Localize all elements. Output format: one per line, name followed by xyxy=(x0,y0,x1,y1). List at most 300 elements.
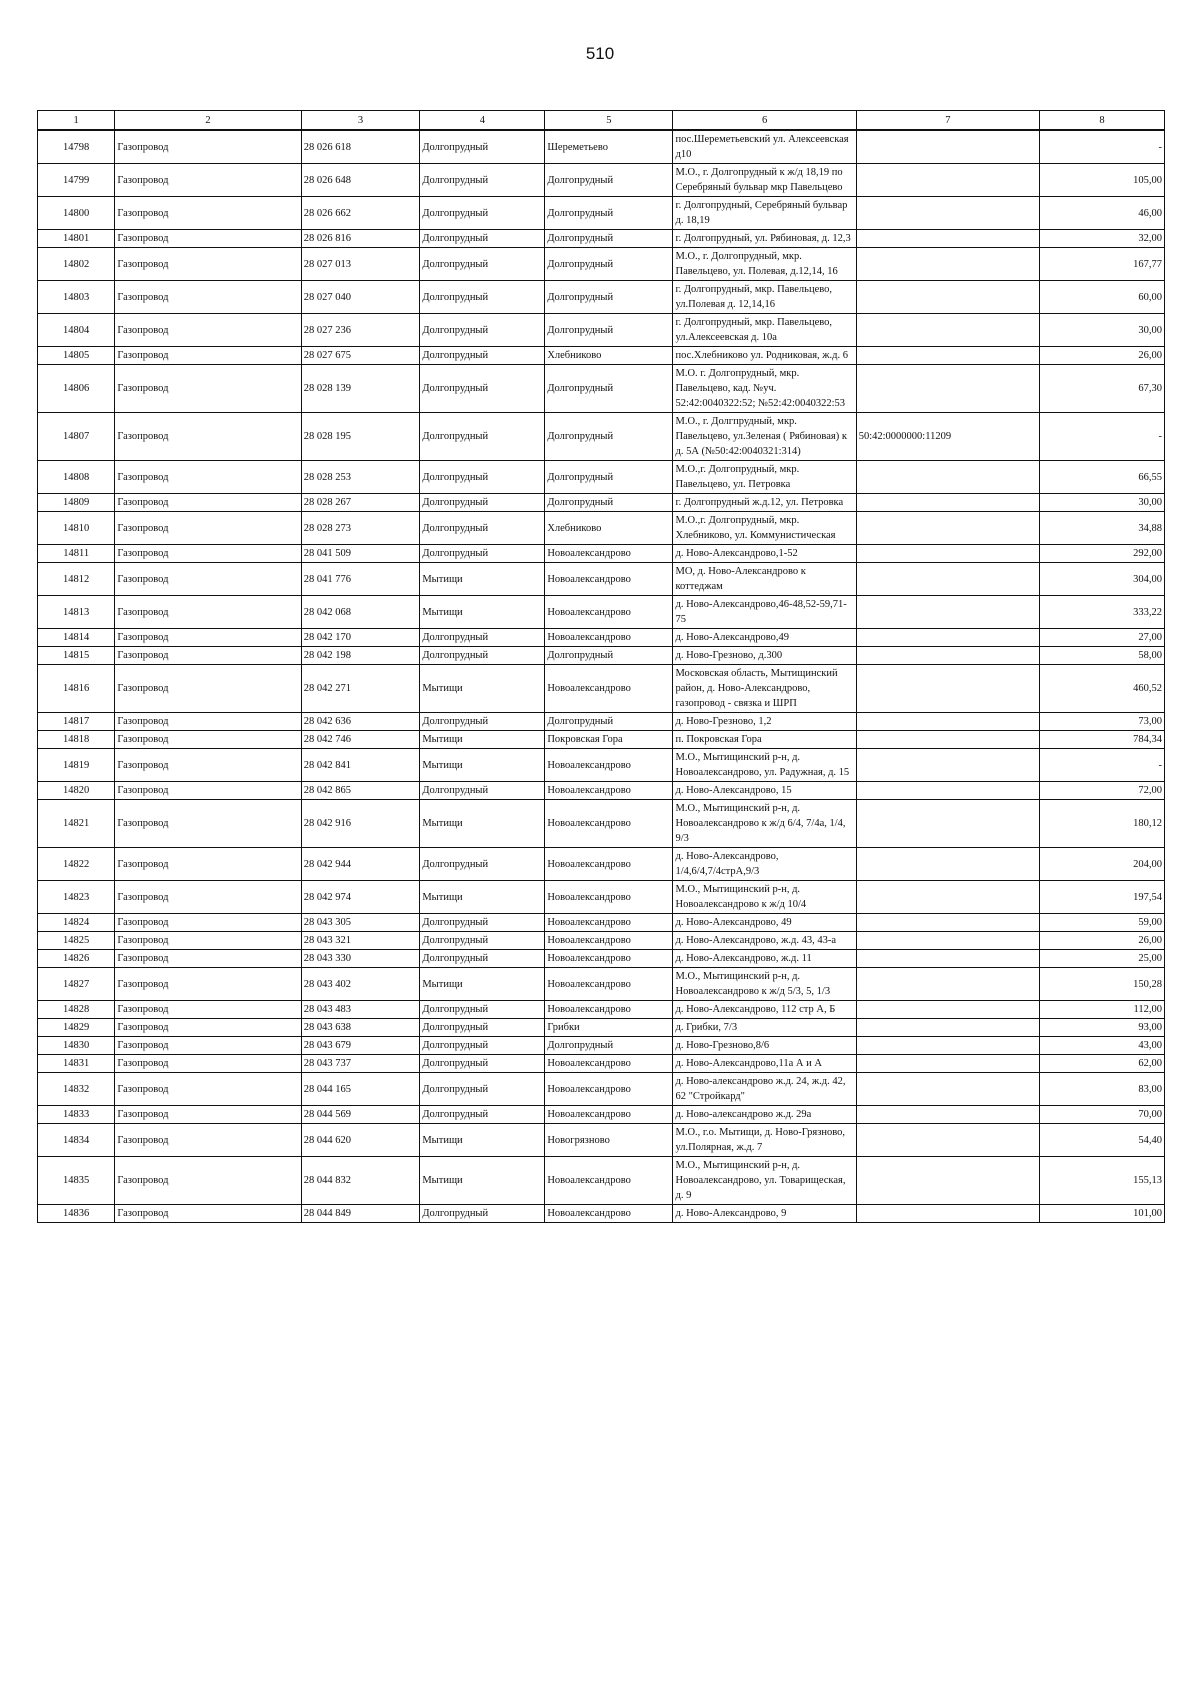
cell-length: 197,54 xyxy=(1039,881,1164,914)
cell-district: Долгопрудный xyxy=(420,914,545,932)
cell-settlement: Долгопрудный xyxy=(545,1037,673,1055)
cell-length: 67,30 xyxy=(1039,365,1164,413)
cell-settlement: Новоалександрово xyxy=(545,1157,673,1205)
cell-inventory-number: 28 026 816 xyxy=(301,230,420,248)
cell-address: д. Ново-Грезново, 1,2 xyxy=(673,713,856,731)
cell-settlement: Новоалександрово xyxy=(545,1055,673,1073)
cell-district: Долгопрудный xyxy=(420,713,545,731)
cell-cadastral-number xyxy=(856,1124,1039,1157)
cell-inventory-number: 28 026 618 xyxy=(301,130,420,164)
cell-record-number: 14818 xyxy=(38,731,115,749)
cell-object-type: Газопровод xyxy=(115,647,301,665)
cell-cadastral-number xyxy=(856,281,1039,314)
column-header-1: 1 xyxy=(38,111,115,131)
cell-settlement: Долгопрудный xyxy=(545,164,673,197)
column-header-4: 4 xyxy=(420,111,545,131)
cell-settlement: Новоалександрово xyxy=(545,950,673,968)
cell-district: Долгопрудный xyxy=(420,950,545,968)
cell-settlement: Новоалександрово xyxy=(545,1205,673,1223)
table-row xyxy=(38,164,1165,197)
cell-record-number: 14824 xyxy=(38,914,115,932)
cell-district: Мытищи xyxy=(420,749,545,782)
cell-address: М.О., Мытищинский р-н, д. Новоалександрово к ж/д 10/4 xyxy=(673,881,856,914)
cell-length: 62,00 xyxy=(1039,1055,1164,1073)
cell-settlement: Новоалександрово xyxy=(545,932,673,950)
cell-cadastral-number xyxy=(856,563,1039,596)
table-header xyxy=(38,111,1165,131)
cell-object-type: Газопровод xyxy=(115,494,301,512)
cell-record-number: 14806 xyxy=(38,365,115,413)
cell-length: 54,40 xyxy=(1039,1124,1164,1157)
cell-address: д. Ново-Александрово, 1/4,6/4,7/4стрА,9/3 xyxy=(673,848,856,881)
cell-district: Долгопрудный xyxy=(420,461,545,494)
cell-record-number: 14821 xyxy=(38,800,115,848)
cell-object-type: Газопровод xyxy=(115,848,301,881)
cell-inventory-number: 28 042 916 xyxy=(301,800,420,848)
cell-record-number: 14801 xyxy=(38,230,115,248)
cell-object-type: Газопровод xyxy=(115,413,301,461)
column-header-5: 5 xyxy=(545,111,673,131)
cell-settlement: Новоалександрово xyxy=(545,1001,673,1019)
cell-length: 43,00 xyxy=(1039,1037,1164,1055)
cell-cadastral-number xyxy=(856,914,1039,932)
cell-district: Долгопрудный xyxy=(420,130,545,164)
cell-object-type: Газопровод xyxy=(115,629,301,647)
column-header-8: 8 xyxy=(1039,111,1164,131)
cell-district: Долгопрудный xyxy=(420,314,545,347)
cell-address: М.О., г.о. Мытищи, д. Ново-Грязново, ул.Полярная, ж.д. 7 xyxy=(673,1124,856,1157)
cell-settlement: Новоалександрово xyxy=(545,968,673,1001)
cell-cadastral-number xyxy=(856,130,1039,164)
cell-record-number: 14802 xyxy=(38,248,115,281)
cell-settlement: Новоалександрово xyxy=(545,563,673,596)
cell-length: 167,77 xyxy=(1039,248,1164,281)
cell-settlement: Покровская Гора xyxy=(545,731,673,749)
cell-settlement: Новоалександрово xyxy=(545,848,673,881)
cell-settlement: Новоалександрово xyxy=(545,881,673,914)
cell-cadastral-number xyxy=(856,932,1039,950)
cell-settlement: Новоалександрово xyxy=(545,596,673,629)
cell-inventory-number: 28 027 013 xyxy=(301,248,420,281)
cell-length: 150,28 xyxy=(1039,968,1164,1001)
table-row xyxy=(38,881,1165,914)
table-row xyxy=(38,665,1165,713)
cell-inventory-number: 28 027 236 xyxy=(301,314,420,347)
table-row xyxy=(38,1001,1165,1019)
cell-object-type: Газопровод xyxy=(115,130,301,164)
table-row xyxy=(38,800,1165,848)
cell-length: 59,00 xyxy=(1039,914,1164,932)
cell-district: Мытищи xyxy=(420,1157,545,1205)
cell-length: 460,52 xyxy=(1039,665,1164,713)
page-number: 510 xyxy=(585,44,615,63)
cell-record-number: 14831 xyxy=(38,1055,115,1073)
cell-cadastral-number xyxy=(856,1073,1039,1106)
cell-length: 30,00 xyxy=(1039,314,1164,347)
cell-settlement: Долгопрудный xyxy=(545,494,673,512)
table-row xyxy=(38,130,1165,164)
cell-district: Долгопрудный xyxy=(420,512,545,545)
cell-cadastral-number xyxy=(856,512,1039,545)
cell-inventory-number: 28 043 330 xyxy=(301,950,420,968)
cell-object-type: Газопровод xyxy=(115,1205,301,1223)
cell-district: Долгопрудный xyxy=(420,281,545,314)
cell-inventory-number: 28 043 737 xyxy=(301,1055,420,1073)
cell-record-number: 14812 xyxy=(38,563,115,596)
cell-address: г. Долгопрудный, Серебряный бульвар д. 18,19 xyxy=(673,197,856,230)
table-row xyxy=(38,563,1165,596)
cell-object-type: Газопровод xyxy=(115,563,301,596)
cell-inventory-number: 28 044 620 xyxy=(301,1124,420,1157)
cell-object-type: Газопровод xyxy=(115,665,301,713)
cell-length: - xyxy=(1039,413,1164,461)
cell-object-type: Газопровод xyxy=(115,545,301,563)
cell-cadastral-number xyxy=(856,314,1039,347)
cell-record-number: 14830 xyxy=(38,1037,115,1055)
cell-settlement: Долгопрудный xyxy=(545,197,673,230)
cell-district: Долгопрудный xyxy=(420,1205,545,1223)
cell-cadastral-number xyxy=(856,968,1039,1001)
table-row xyxy=(38,1055,1165,1073)
cell-length: 26,00 xyxy=(1039,347,1164,365)
cell-record-number: 14833 xyxy=(38,1106,115,1124)
cell-record-number: 14808 xyxy=(38,461,115,494)
cell-length: 73,00 xyxy=(1039,713,1164,731)
cell-address: г. Долгопрудный, мкр. Павельцево, ул.Алексеевская д. 10а xyxy=(673,314,856,347)
cell-object-type: Газопровод xyxy=(115,281,301,314)
cell-inventory-number: 28 041 509 xyxy=(301,545,420,563)
cell-cadastral-number xyxy=(856,461,1039,494)
cell-length: 105,00 xyxy=(1039,164,1164,197)
cell-settlement: Шереметьево xyxy=(545,130,673,164)
cell-length: 60,00 xyxy=(1039,281,1164,314)
cell-settlement: Долгопрудный xyxy=(545,248,673,281)
cell-address: МО, д. Ново-Александрово к коттеджам xyxy=(673,563,856,596)
cell-object-type: Газопровод xyxy=(115,230,301,248)
table-row xyxy=(38,782,1165,800)
cell-inventory-number: 28 043 483 xyxy=(301,1001,420,1019)
cell-settlement: Хлебниково xyxy=(545,512,673,545)
cell-address: п. Покровская Гора xyxy=(673,731,856,749)
cell-cadastral-number xyxy=(856,197,1039,230)
cell-record-number: 14835 xyxy=(38,1157,115,1205)
cell-district: Долгопрудный xyxy=(420,1055,545,1073)
cell-district: Мытищи xyxy=(420,731,545,749)
cell-address: пос.Хлебниково ул. Родниковая, ж.д. 6 xyxy=(673,347,856,365)
cell-cadastral-number xyxy=(856,749,1039,782)
table-row xyxy=(38,932,1165,950)
cell-district: Долгопрудный xyxy=(420,1106,545,1124)
cell-settlement: Долгопрудный xyxy=(545,461,673,494)
cell-length: 180,12 xyxy=(1039,800,1164,848)
cell-address: М.О., Мытищинский р-н, д. Новоалександрово, ул. Радужная, д. 15 xyxy=(673,749,856,782)
cell-district: Долгопрудный xyxy=(420,1037,545,1055)
cell-record-number: 14811 xyxy=(38,545,115,563)
cell-inventory-number: 28 028 253 xyxy=(301,461,420,494)
cell-object-type: Газопровод xyxy=(115,968,301,1001)
cell-object-type: Газопровод xyxy=(115,932,301,950)
cell-cadastral-number xyxy=(856,1019,1039,1037)
cell-district: Долгопрудный xyxy=(420,1073,545,1106)
cell-settlement: Долгопрудный xyxy=(545,365,673,413)
cell-record-number: 14820 xyxy=(38,782,115,800)
cell-cadastral-number xyxy=(856,881,1039,914)
cell-address: М.О., Мытищинский р-н, д. Новоалександрово к ж/д 5/3, 5, 1/3 xyxy=(673,968,856,1001)
cell-object-type: Газопровод xyxy=(115,782,301,800)
cell-object-type: Газопровод xyxy=(115,512,301,545)
table-row xyxy=(38,848,1165,881)
cell-inventory-number: 28 042 746 xyxy=(301,731,420,749)
cell-inventory-number: 28 042 865 xyxy=(301,782,420,800)
column-header-2: 2 xyxy=(115,111,301,131)
cell-record-number: 14798 xyxy=(38,130,115,164)
cell-address: М.О., г. Долгопрудный к ж/д 18,19 по Серебряный бульвар мкр Павельцево xyxy=(673,164,856,197)
cell-length: 101,00 xyxy=(1039,1205,1164,1223)
cell-cadastral-number xyxy=(856,494,1039,512)
table-row xyxy=(38,230,1165,248)
cell-length: 58,00 xyxy=(1039,647,1164,665)
cell-record-number: 14805 xyxy=(38,347,115,365)
cell-inventory-number: 28 044 832 xyxy=(301,1157,420,1205)
cell-settlement: Хлебниково xyxy=(545,347,673,365)
cell-length: 46,00 xyxy=(1039,197,1164,230)
cell-settlement: Новоалександрово xyxy=(545,545,673,563)
cell-district: Долгопрудный xyxy=(420,197,545,230)
cell-address: д. Ново-Александрово,49 xyxy=(673,629,856,647)
cell-length: 292,00 xyxy=(1039,545,1164,563)
cell-district: Долгопрудный xyxy=(420,629,545,647)
cell-record-number: 14815 xyxy=(38,647,115,665)
cell-address: д. Ново-Александрово, ж.д. 43, 43-а xyxy=(673,932,856,950)
cell-address: д. Ново-александрово ж.д. 29а xyxy=(673,1106,856,1124)
cell-district: Долгопрудный xyxy=(420,1019,545,1037)
cell-settlement: Грибки xyxy=(545,1019,673,1037)
cell-address: д. Грибки, 7/3 xyxy=(673,1019,856,1037)
table-row xyxy=(38,1073,1165,1106)
cell-cadastral-number xyxy=(856,1205,1039,1223)
cell-cadastral-number xyxy=(856,800,1039,848)
cell-settlement: Новоалександрово xyxy=(545,665,673,713)
table-row xyxy=(38,347,1165,365)
cell-record-number: 14832 xyxy=(38,1073,115,1106)
cell-district: Долгопрудный xyxy=(420,848,545,881)
cell-address: г. Долгопрудный, мкр. Павельцево, ул.Полевая д. 12,14,16 xyxy=(673,281,856,314)
cell-object-type: Газопровод xyxy=(115,1157,301,1205)
cell-record-number: 14799 xyxy=(38,164,115,197)
cell-object-type: Газопровод xyxy=(115,881,301,914)
cell-inventory-number: 28 028 139 xyxy=(301,365,420,413)
cell-object-type: Газопровод xyxy=(115,1106,301,1124)
cell-cadastral-number xyxy=(856,647,1039,665)
column-header-6: 6 xyxy=(673,111,856,131)
cell-inventory-number: 28 042 271 xyxy=(301,665,420,713)
cell-cadastral-number xyxy=(856,1106,1039,1124)
table-row xyxy=(38,413,1165,461)
cell-address: д. Ново-Александрово,1-52 xyxy=(673,545,856,563)
table-row xyxy=(38,281,1165,314)
cell-cadastral-number xyxy=(856,1157,1039,1205)
cell-length: 25,00 xyxy=(1039,950,1164,968)
cell-settlement: Долгопрудный xyxy=(545,314,673,347)
cell-object-type: Газопровод xyxy=(115,347,301,365)
cell-length: 204,00 xyxy=(1039,848,1164,881)
cell-record-number: 14823 xyxy=(38,881,115,914)
cell-address: М.О., г. Долгопрудный, мкр. Павельцево, ул. Полевая, д.12,14, 16 xyxy=(673,248,856,281)
cell-record-number: 14809 xyxy=(38,494,115,512)
cell-cadastral-number xyxy=(856,713,1039,731)
cell-length: 72,00 xyxy=(1039,782,1164,800)
cell-record-number: 14803 xyxy=(38,281,115,314)
cell-district: Мытищи xyxy=(420,563,545,596)
cell-address: пос.Шереметьевский ул. Алексеевская д10 xyxy=(673,130,856,164)
cell-cadastral-number xyxy=(856,596,1039,629)
cell-object-type: Газопровод xyxy=(115,1055,301,1073)
cell-settlement: Новоалександрово xyxy=(545,782,673,800)
cell-cadastral-number: 50:42:0000000:11209 xyxy=(856,413,1039,461)
cell-length: 93,00 xyxy=(1039,1019,1164,1037)
table-row xyxy=(38,314,1165,347)
cell-object-type: Газопровод xyxy=(115,1073,301,1106)
cell-object-type: Газопровод xyxy=(115,731,301,749)
cell-address: д. Ново-Александрово, 15 xyxy=(673,782,856,800)
cell-district: Долгопрудный xyxy=(420,1001,545,1019)
cell-cadastral-number xyxy=(856,248,1039,281)
cell-cadastral-number xyxy=(856,731,1039,749)
cell-length: 26,00 xyxy=(1039,932,1164,950)
cell-object-type: Газопровод xyxy=(115,197,301,230)
cell-inventory-number: 28 042 636 xyxy=(301,713,420,731)
cell-length: 784,34 xyxy=(1039,731,1164,749)
cell-cadastral-number xyxy=(856,629,1039,647)
cell-address: д. Ново-Александрово,46-48,52-59,71-75 xyxy=(673,596,856,629)
cell-inventory-number: 28 044 569 xyxy=(301,1106,420,1124)
cell-district: Долгопрудный xyxy=(420,248,545,281)
cell-object-type: Газопровод xyxy=(115,248,301,281)
cell-settlement: Новоалександрово xyxy=(545,1106,673,1124)
header-row xyxy=(38,111,1165,131)
cell-settlement: Новоалександрово xyxy=(545,629,673,647)
cell-inventory-number: 28 028 267 xyxy=(301,494,420,512)
cell-inventory-number: 28 042 198 xyxy=(301,647,420,665)
cell-length: - xyxy=(1039,749,1164,782)
table-row xyxy=(38,545,1165,563)
cell-district: Долгопрудный xyxy=(420,494,545,512)
cell-length: 66,55 xyxy=(1039,461,1164,494)
cell-address: М.О., Мытищинский р-н, д. Новоалександрово, ул. Товарищеская, д. 9 xyxy=(673,1157,856,1205)
cell-inventory-number: 28 042 974 xyxy=(301,881,420,914)
cell-record-number: 14834 xyxy=(38,1124,115,1157)
cell-cadastral-number xyxy=(856,365,1039,413)
table-row xyxy=(38,197,1165,230)
cell-length: 333,22 xyxy=(1039,596,1164,629)
column-header-3: 3 xyxy=(301,111,420,131)
cell-length: 32,00 xyxy=(1039,230,1164,248)
table-row xyxy=(38,512,1165,545)
cell-cadastral-number xyxy=(856,1055,1039,1073)
table-row xyxy=(38,731,1165,749)
table-row xyxy=(38,749,1165,782)
cell-inventory-number: 28 042 170 xyxy=(301,629,420,647)
cell-object-type: Газопровод xyxy=(115,1124,301,1157)
cell-address: д. Ново-Александрово, ж.д. 11 xyxy=(673,950,856,968)
cell-district: Долгопрудный xyxy=(420,413,545,461)
cell-record-number: 14813 xyxy=(38,596,115,629)
cell-length: 27,00 xyxy=(1039,629,1164,647)
cell-district: Мытищи xyxy=(420,881,545,914)
cell-district: Долгопрудный xyxy=(420,164,545,197)
table-row xyxy=(38,629,1165,647)
cell-inventory-number: 28 026 648 xyxy=(301,164,420,197)
table-row xyxy=(38,713,1165,731)
table-row xyxy=(38,914,1165,932)
cell-record-number: 14804 xyxy=(38,314,115,347)
cell-object-type: Газопровод xyxy=(115,950,301,968)
cell-object-type: Газопровод xyxy=(115,596,301,629)
cell-settlement: Новогрязново xyxy=(545,1124,673,1157)
cell-address: М.О. г. Долгопрудный, мкр. Павельцево, кад. №уч. 52:42:0040322:52; №52:42:0040322:53 xyxy=(673,365,856,413)
table-row xyxy=(38,1205,1165,1223)
cell-object-type: Газопровод xyxy=(115,914,301,932)
table-row xyxy=(38,365,1165,413)
cell-record-number: 14829 xyxy=(38,1019,115,1037)
cell-address: д. Ново-Грезново, д.300 xyxy=(673,647,856,665)
cell-cadastral-number xyxy=(856,347,1039,365)
cell-address: д. Ново-Александрово, 9 xyxy=(673,1205,856,1223)
cell-settlement: Долгопрудный xyxy=(545,281,673,314)
cell-record-number: 14800 xyxy=(38,197,115,230)
cell-address: Московская область, Мытищинский район, д. Ново-Александрово, газопровод - связка и ШРП xyxy=(673,665,856,713)
registry-table xyxy=(37,110,1165,1223)
cell-inventory-number: 28 042 841 xyxy=(301,749,420,782)
cell-object-type: Газопровод xyxy=(115,713,301,731)
cell-object-type: Газопровод xyxy=(115,1019,301,1037)
cell-record-number: 14817 xyxy=(38,713,115,731)
cell-object-type: Газопровод xyxy=(115,314,301,347)
cell-inventory-number: 28 026 662 xyxy=(301,197,420,230)
cell-cadastral-number xyxy=(856,164,1039,197)
cell-district: Мытищи xyxy=(420,800,545,848)
cell-district: Мытищи xyxy=(420,665,545,713)
cell-record-number: 14807 xyxy=(38,413,115,461)
cell-inventory-number: 28 043 679 xyxy=(301,1037,420,1055)
cell-district: Долгопрудный xyxy=(420,647,545,665)
table-body xyxy=(38,130,1165,1223)
cell-cadastral-number xyxy=(856,950,1039,968)
table-row xyxy=(38,1124,1165,1157)
cell-record-number: 14819 xyxy=(38,749,115,782)
table-row xyxy=(38,1019,1165,1037)
cell-record-number: 14825 xyxy=(38,932,115,950)
cell-record-number: 14828 xyxy=(38,1001,115,1019)
cell-address: г. Долгопрудный ж.д.12, ул. Петровка xyxy=(673,494,856,512)
cell-district: Долгопрудный xyxy=(420,365,545,413)
cell-cadastral-number xyxy=(856,230,1039,248)
cell-settlement: Долгопрудный xyxy=(545,713,673,731)
cell-address: М.О.,г. Долгопрудный, мкр. Павельцево, ул. Петровка xyxy=(673,461,856,494)
table-row xyxy=(38,1106,1165,1124)
cell-cadastral-number xyxy=(856,782,1039,800)
cell-inventory-number: 28 043 321 xyxy=(301,932,420,950)
column-header-7: 7 xyxy=(856,111,1039,131)
cell-cadastral-number xyxy=(856,1037,1039,1055)
cell-address: д. Ново-Александрово,11а А и А xyxy=(673,1055,856,1073)
cell-inventory-number: 28 027 675 xyxy=(301,347,420,365)
cell-record-number: 14826 xyxy=(38,950,115,968)
cell-object-type: Газопровод xyxy=(115,800,301,848)
cell-cadastral-number xyxy=(856,1001,1039,1019)
cell-inventory-number: 28 027 040 xyxy=(301,281,420,314)
cell-inventory-number: 28 028 195 xyxy=(301,413,420,461)
